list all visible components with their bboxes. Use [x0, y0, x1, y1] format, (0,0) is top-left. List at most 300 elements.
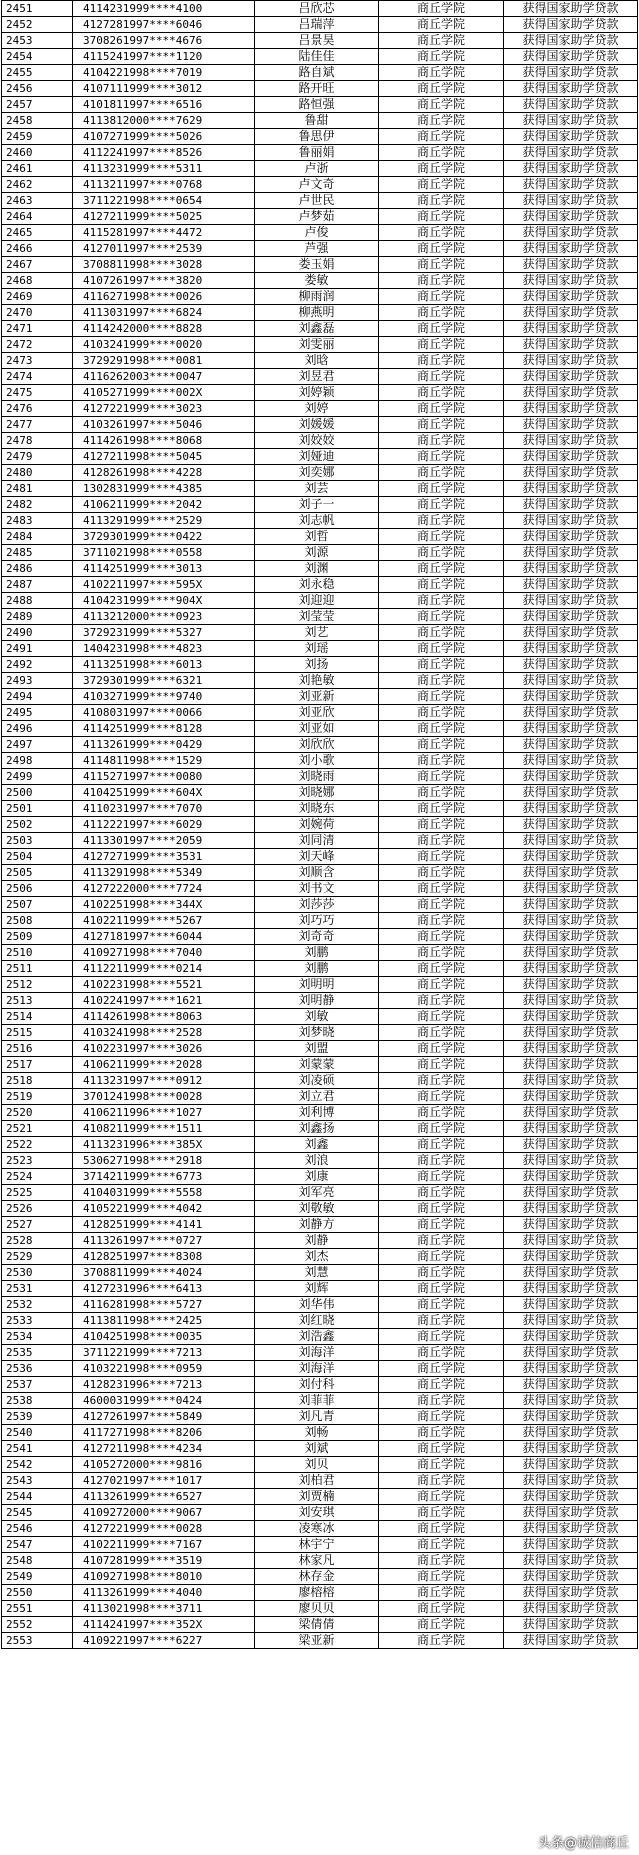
loan-status-cell: 获得国家助学贷款	[504, 545, 638, 561]
school-name-cell: 商丘学院	[379, 1489, 504, 1505]
school-name-cell: 商丘学院	[379, 1137, 504, 1153]
id-number-cell: 4113212000****0923	[73, 609, 255, 625]
table-row	[2, 49, 638, 65]
id-number-cell: 3708811998****3028	[73, 257, 255, 273]
table-row	[2, 33, 638, 49]
id-number-cell: 4127222000****7724	[73, 881, 255, 897]
table-row	[2, 465, 638, 481]
student-name-cell: 娄敏	[255, 273, 379, 289]
loan-status-cell: 获得国家助学贷款	[504, 945, 638, 961]
id-number-cell: 4128251997****8308	[73, 1249, 255, 1265]
school-name-cell: 商丘学院	[379, 593, 504, 609]
school-name-cell: 商丘学院	[379, 273, 504, 289]
id-number-cell: 5306271998****2918	[73, 1153, 255, 1169]
table-row	[2, 1585, 638, 1601]
student-name-cell: 刘扬	[255, 657, 379, 673]
loan-status-cell: 获得国家助学贷款	[504, 929, 638, 945]
id-number-cell: 4102231998****5521	[73, 977, 255, 993]
student-name-cell: 刘欣欣	[255, 737, 379, 753]
student-name-cell: 刘志帆	[255, 513, 379, 529]
row-number-cell: 2508	[2, 913, 73, 929]
table-row	[2, 1409, 638, 1425]
table-row	[2, 433, 638, 449]
loan-status-cell: 获得国家助学贷款	[504, 1297, 638, 1313]
loan-status-cell: 获得国家助学贷款	[504, 449, 638, 465]
student-name-cell: 刘鹏	[255, 961, 379, 977]
school-name-cell: 商丘学院	[379, 1, 504, 17]
id-number-cell: 4127181997****6044	[73, 929, 255, 945]
row-number-cell: 2453	[2, 33, 73, 49]
loan-status-cell: 获得国家助学贷款	[504, 641, 638, 657]
table-row	[2, 1473, 638, 1489]
table-row	[2, 209, 638, 225]
row-number-cell: 2497	[2, 737, 73, 753]
table-row	[2, 1057, 638, 1073]
row-number-cell: 2536	[2, 1361, 73, 1377]
student-name-cell: 刘凡青	[255, 1409, 379, 1425]
student-name-cell: 刘哲	[255, 529, 379, 545]
id-number-cell: 4116271998****0026	[73, 289, 255, 305]
id-number-cell: 4113021998****3711	[73, 1601, 255, 1617]
loan-status-cell: 获得国家助学贷款	[504, 1041, 638, 1057]
table-row	[2, 961, 638, 977]
student-name-cell: 卢俊	[255, 225, 379, 241]
student-name-cell: 刘杰	[255, 1249, 379, 1265]
row-number-cell: 2454	[2, 49, 73, 65]
student-name-cell: 刘安琪	[255, 1505, 379, 1521]
table-row	[2, 1601, 638, 1617]
school-name-cell: 商丘学院	[379, 1457, 504, 1473]
loan-status-cell: 获得国家助学贷款	[504, 1329, 638, 1345]
table-row	[2, 1345, 638, 1361]
table-row	[2, 1105, 638, 1121]
table-row	[2, 561, 638, 577]
table-row	[2, 1025, 638, 1041]
row-number-cell: 2487	[2, 577, 73, 593]
row-number-cell: 2550	[2, 1585, 73, 1601]
loan-status-cell: 获得国家助学贷款	[504, 1217, 638, 1233]
id-number-cell: 4116281998****5727	[73, 1297, 255, 1313]
school-name-cell: 商丘学院	[379, 1345, 504, 1361]
school-name-cell: 商丘学院	[379, 1073, 504, 1089]
id-number-cell: 4114811998****1529	[73, 753, 255, 769]
loan-status-cell: 获得国家助学贷款	[504, 753, 638, 769]
id-number-cell: 1302831999****4385	[73, 481, 255, 497]
school-name-cell: 商丘学院	[379, 1025, 504, 1041]
student-name-cell: 刘亚如	[255, 721, 379, 737]
row-number-cell: 2518	[2, 1073, 73, 1089]
school-name-cell: 商丘学院	[379, 321, 504, 337]
school-name-cell: 商丘学院	[379, 609, 504, 625]
row-number-cell: 2501	[2, 801, 73, 817]
table-row	[2, 609, 638, 625]
table-row	[2, 449, 638, 465]
row-number-cell: 2469	[2, 289, 73, 305]
student-name-cell: 刘媛媛	[255, 417, 379, 433]
student-name-cell: 刘晓娜	[255, 785, 379, 801]
student-name-cell: 卢梦茹	[255, 209, 379, 225]
loan-status-cell: 获得国家助学贷款	[504, 913, 638, 929]
row-number-cell: 2537	[2, 1377, 73, 1393]
loan-status-cell: 获得国家助学贷款	[504, 1569, 638, 1585]
row-number-cell: 2489	[2, 609, 73, 625]
loan-status-cell: 获得国家助学贷款	[504, 1489, 638, 1505]
school-name-cell: 商丘学院	[379, 801, 504, 817]
school-name-cell: 商丘学院	[379, 481, 504, 497]
row-number-cell: 2467	[2, 257, 73, 273]
student-name-cell: 刘立君	[255, 1089, 379, 1105]
loan-status-cell: 获得国家助学贷款	[504, 513, 638, 529]
student-name-cell: 刘天峰	[255, 849, 379, 865]
loan-status-cell: 获得国家助学贷款	[504, 97, 638, 113]
row-number-cell: 2540	[2, 1425, 73, 1441]
student-name-cell: 刘子一	[255, 497, 379, 513]
id-number-cell: 4116262003****0047	[73, 369, 255, 385]
row-number-cell: 2533	[2, 1313, 73, 1329]
school-name-cell: 商丘学院	[379, 1217, 504, 1233]
id-number-cell: 4104251999****604X	[73, 785, 255, 801]
table-row	[2, 1377, 638, 1393]
row-number-cell: 2465	[2, 225, 73, 241]
table-row	[2, 385, 638, 401]
row-number-cell: 2553	[2, 1633, 73, 1649]
loan-status-cell: 获得国家助学贷款	[504, 209, 638, 225]
table-row	[2, 1233, 638, 1249]
school-name-cell: 商丘学院	[379, 865, 504, 881]
loan-status-cell: 获得国家助学贷款	[504, 961, 638, 977]
school-name-cell: 商丘学院	[379, 1633, 504, 1649]
school-name-cell: 商丘学院	[379, 1265, 504, 1281]
id-number-cell: 4113291998****5349	[73, 865, 255, 881]
id-number-cell: 4107111999****3012	[73, 81, 255, 97]
id-number-cell: 4105272000****9816	[73, 1457, 255, 1473]
school-name-cell: 商丘学院	[379, 193, 504, 209]
row-number-cell: 2470	[2, 305, 73, 321]
table-row	[2, 801, 638, 817]
school-name-cell: 商丘学院	[379, 1393, 504, 1409]
id-number-cell: 4127281997****6046	[73, 17, 255, 33]
school-name-cell: 商丘学院	[379, 961, 504, 977]
id-number-cell: 4114242000****8828	[73, 321, 255, 337]
loan-status-cell: 获得国家助学贷款	[504, 1425, 638, 1441]
school-name-cell: 商丘学院	[379, 1169, 504, 1185]
id-number-cell: 4114261998****8068	[73, 433, 255, 449]
row-number-cell: 2514	[2, 1009, 73, 1025]
table-row	[2, 977, 638, 993]
row-number-cell: 2549	[2, 1569, 73, 1585]
student-name-cell: 刘明静	[255, 993, 379, 1009]
table-row	[2, 833, 638, 849]
row-number-cell: 2460	[2, 145, 73, 161]
table-row	[2, 97, 638, 113]
table-row	[2, 689, 638, 705]
id-number-cell: 4114231999****4100	[73, 1, 255, 17]
loan-status-cell: 获得国家助学贷款	[504, 1617, 638, 1633]
loan-status-cell: 获得国家助学贷款	[504, 721, 638, 737]
student-name-cell: 刘亚新	[255, 689, 379, 705]
loan-status-cell: 获得国家助学贷款	[504, 145, 638, 161]
loan-status-cell: 获得国家助学贷款	[504, 817, 638, 833]
table-row	[2, 161, 638, 177]
id-number-cell: 4113301997****2059	[73, 833, 255, 849]
school-name-cell: 商丘学院	[379, 737, 504, 753]
row-number-cell: 2457	[2, 97, 73, 113]
id-number-cell: 4102211999****5267	[73, 913, 255, 929]
row-number-cell: 2515	[2, 1025, 73, 1041]
school-name-cell: 商丘学院	[379, 993, 504, 1009]
id-number-cell: 4127021997****1017	[73, 1473, 255, 1489]
table-row	[2, 1249, 638, 1265]
table-row	[2, 945, 638, 961]
id-number-cell: 4109271998****8010	[73, 1569, 255, 1585]
row-number-cell: 2458	[2, 113, 73, 129]
table-row	[2, 1281, 638, 1297]
id-number-cell: 4113231999****5311	[73, 161, 255, 177]
school-name-cell: 商丘学院	[379, 769, 504, 785]
loan-status-cell: 获得国家助学贷款	[504, 241, 638, 257]
student-name-cell: 刘巧巧	[255, 913, 379, 929]
student-name-cell: 刘渊	[255, 561, 379, 577]
loan-status-cell: 获得国家助学贷款	[504, 113, 638, 129]
row-number-cell: 2535	[2, 1345, 73, 1361]
id-number-cell: 4101811997****6516	[73, 97, 255, 113]
table-row	[2, 1217, 638, 1233]
row-number-cell: 2500	[2, 785, 73, 801]
table-row	[2, 1425, 638, 1441]
id-number-cell: 4127271999****3531	[73, 849, 255, 865]
student-name-cell: 刘军亮	[255, 1185, 379, 1201]
school-name-cell: 商丘学院	[379, 1313, 504, 1329]
school-name-cell: 商丘学院	[379, 113, 504, 129]
school-name-cell: 商丘学院	[379, 785, 504, 801]
table-row	[2, 1089, 638, 1105]
id-number-cell: 4114261998****8063	[73, 1009, 255, 1025]
row-number-cell: 2526	[2, 1201, 73, 1217]
student-name-cell: 刘顺含	[255, 865, 379, 881]
id-number-cell: 3708811999****4024	[73, 1265, 255, 1281]
student-name-cell: 卢世民	[255, 193, 379, 209]
table-row	[2, 401, 638, 417]
id-number-cell: 4127231996****6413	[73, 1281, 255, 1297]
student-name-cell: 刘奇奇	[255, 929, 379, 945]
student-name-cell: 刘晓东	[255, 801, 379, 817]
table-row	[2, 257, 638, 273]
loan-status-cell: 获得国家助学贷款	[504, 769, 638, 785]
table-row	[2, 1457, 638, 1473]
row-number-cell: 2494	[2, 689, 73, 705]
student-name-cell: 梁亚新	[255, 1633, 379, 1649]
student-name-cell: 卢浙	[255, 161, 379, 177]
row-number-cell: 2552	[2, 1617, 73, 1633]
id-number-cell: 4113231996****385X	[73, 1137, 255, 1153]
loan-status-cell: 获得国家助学贷款	[504, 465, 638, 481]
row-number-cell: 2521	[2, 1121, 73, 1137]
student-name-cell: 刘艺	[255, 625, 379, 641]
student-name-cell: 刘莹莹	[255, 609, 379, 625]
loan-status-cell: 获得国家助学贷款	[504, 1153, 638, 1169]
student-name-cell: 鲁甜	[255, 113, 379, 129]
school-name-cell: 商丘学院	[379, 1441, 504, 1457]
row-number-cell: 2532	[2, 1297, 73, 1313]
row-number-cell: 2475	[2, 385, 73, 401]
school-name-cell: 商丘学院	[379, 497, 504, 513]
loan-status-cell: 获得国家助学贷款	[504, 289, 638, 305]
loan-status-cell: 获得国家助学贷款	[504, 881, 638, 897]
loan-status-cell: 获得国家助学贷款	[504, 1441, 638, 1457]
student-name-cell: 刘晓雨	[255, 769, 379, 785]
table-row	[2, 481, 638, 497]
loan-status-cell: 获得国家助学贷款	[504, 321, 638, 337]
school-name-cell: 商丘学院	[379, 689, 504, 705]
loan-status-cell: 获得国家助学贷款	[504, 705, 638, 721]
id-number-cell: 4127011997****2539	[73, 241, 255, 257]
id-number-cell: 4113261999****4040	[73, 1585, 255, 1601]
school-name-cell: 商丘学院	[379, 1297, 504, 1313]
student-name-cell: 吕景昊	[255, 33, 379, 49]
id-number-cell: 4113811998****2425	[73, 1313, 255, 1329]
student-name-cell: 刘同清	[255, 833, 379, 849]
loan-status-cell: 获得国家助学贷款	[504, 497, 638, 513]
id-number-cell: 4127221999****0028	[73, 1521, 255, 1537]
row-number-cell: 2482	[2, 497, 73, 513]
id-number-cell: 3711221999****7213	[73, 1345, 255, 1361]
school-name-cell: 商丘学院	[379, 161, 504, 177]
student-name-cell: 刘慧	[255, 1265, 379, 1281]
id-number-cell: 4128231996****7213	[73, 1377, 255, 1393]
id-number-cell: 4104221998****7019	[73, 65, 255, 81]
row-number-cell: 2478	[2, 433, 73, 449]
school-name-cell: 商丘学院	[379, 641, 504, 657]
table-row	[2, 913, 638, 929]
loan-status-cell: 获得国家助学贷款	[504, 129, 638, 145]
student-name-cell: 刘姣姣	[255, 433, 379, 449]
id-number-cell: 4113261999****0429	[73, 737, 255, 753]
table-row	[2, 1121, 638, 1137]
table-row	[2, 785, 638, 801]
table-row	[2, 545, 638, 561]
student-name-cell: 刘莎莎	[255, 897, 379, 913]
student-name-cell: 林宇宁	[255, 1537, 379, 1553]
loan-status-cell: 获得国家助学贷款	[504, 1281, 638, 1297]
row-number-cell: 2502	[2, 817, 73, 833]
school-name-cell: 商丘学院	[379, 1105, 504, 1121]
loan-status-cell: 获得国家助学贷款	[504, 1377, 638, 1393]
school-name-cell: 商丘学院	[379, 49, 504, 65]
student-name-cell: 陆佳佳	[255, 49, 379, 65]
id-number-cell: 4112211999****0214	[73, 961, 255, 977]
loan-status-cell: 获得国家助学贷款	[504, 353, 638, 369]
id-number-cell: 3708261997****4676	[73, 33, 255, 49]
loan-status-cell: 获得国家助学贷款	[504, 865, 638, 881]
id-number-cell: 4104031999****5558	[73, 1185, 255, 1201]
loan-status-cell: 获得国家助学贷款	[504, 1505, 638, 1521]
loan-status-cell: 获得国家助学贷款	[504, 401, 638, 417]
table-row	[2, 321, 638, 337]
loan-status-cell: 获得国家助学贷款	[504, 481, 638, 497]
student-name-cell: 刘敏	[255, 1009, 379, 1025]
id-number-cell: 4128261998****4228	[73, 465, 255, 481]
loan-status-cell: 获得国家助学贷款	[504, 1457, 638, 1473]
id-number-cell: 4115271997****0080	[73, 769, 255, 785]
student-name-cell: 刘斌	[255, 1441, 379, 1457]
student-name-cell: 鲁丽娟	[255, 145, 379, 161]
table-row	[2, 1185, 638, 1201]
row-number-cell: 2527	[2, 1217, 73, 1233]
row-number-cell: 2462	[2, 177, 73, 193]
school-name-cell: 商丘学院	[379, 449, 504, 465]
loan-status-cell: 获得国家助学贷款	[504, 225, 638, 241]
student-name-cell: 刘娅迪	[255, 449, 379, 465]
row-number-cell: 2486	[2, 561, 73, 577]
row-number-cell: 2471	[2, 321, 73, 337]
row-number-cell: 2531	[2, 1281, 73, 1297]
table-row	[2, 1313, 638, 1329]
student-name-cell: 凌寒冰	[255, 1521, 379, 1537]
student-name-cell: 刘盟	[255, 1041, 379, 1057]
row-number-cell: 2516	[2, 1041, 73, 1057]
row-number-cell: 2456	[2, 81, 73, 97]
loan-status-cell: 获得国家助学贷款	[504, 1521, 638, 1537]
school-name-cell: 商丘学院	[379, 705, 504, 721]
table-row	[2, 1265, 638, 1281]
school-name-cell: 商丘学院	[379, 385, 504, 401]
loan-status-cell: 获得国家助学贷款	[504, 1089, 638, 1105]
student-name-cell: 梁倩倩	[255, 1617, 379, 1633]
loan-status-cell: 获得国家助学贷款	[504, 1553, 638, 1569]
id-number-cell: 4107271999****5026	[73, 129, 255, 145]
id-number-cell: 4113261999****6527	[73, 1489, 255, 1505]
school-name-cell: 商丘学院	[379, 1009, 504, 1025]
student-name-cell: 芦强	[255, 241, 379, 257]
loan-status-cell: 获得国家助学贷款	[504, 33, 638, 49]
student-loan-table	[1, 0, 638, 1649]
student-name-cell: 刘浪	[255, 1153, 379, 1169]
school-name-cell: 商丘学院	[379, 897, 504, 913]
school-name-cell: 商丘学院	[379, 257, 504, 273]
student-name-cell: 娄玉娟	[255, 257, 379, 273]
id-number-cell: 4103261997****5046	[73, 417, 255, 433]
id-number-cell: 3729301999****6321	[73, 673, 255, 689]
table-row	[2, 1521, 638, 1537]
school-name-cell: 商丘学院	[379, 353, 504, 369]
id-number-cell: 3729231999****5327	[73, 625, 255, 641]
id-number-cell: 4114241997****352X	[73, 1617, 255, 1633]
school-name-cell: 商丘学院	[379, 945, 504, 961]
row-number-cell: 2528	[2, 1233, 73, 1249]
student-name-cell: 刘敬敏	[255, 1201, 379, 1217]
loan-status-cell: 获得国家助学贷款	[504, 1585, 638, 1601]
student-name-cell: 吕欣芯	[255, 1, 379, 17]
id-number-cell: 4107261997****3820	[73, 273, 255, 289]
id-number-cell: 4102231997****3026	[73, 1041, 255, 1057]
student-name-cell: 刘永稳	[255, 577, 379, 593]
student-name-cell: 廖榕榕	[255, 1585, 379, 1601]
student-name-cell: 刘静	[255, 1233, 379, 1249]
row-number-cell: 2495	[2, 705, 73, 721]
school-name-cell: 商丘学院	[379, 289, 504, 305]
table-row	[2, 1041, 638, 1057]
row-number-cell: 2484	[2, 529, 73, 545]
id-number-cell: 4108031997****0066	[73, 705, 255, 721]
id-number-cell: 4127261997****5849	[73, 1409, 255, 1425]
loan-status-cell: 获得国家助学贷款	[504, 1057, 638, 1073]
student-name-cell: 柳雨润	[255, 289, 379, 305]
row-number-cell: 2509	[2, 929, 73, 945]
loan-status-cell: 获得国家助学贷款	[504, 833, 638, 849]
loan-status-cell: 获得国家助学贷款	[504, 161, 638, 177]
student-name-cell: 刘康	[255, 1169, 379, 1185]
student-name-cell: 路自斌	[255, 65, 379, 81]
